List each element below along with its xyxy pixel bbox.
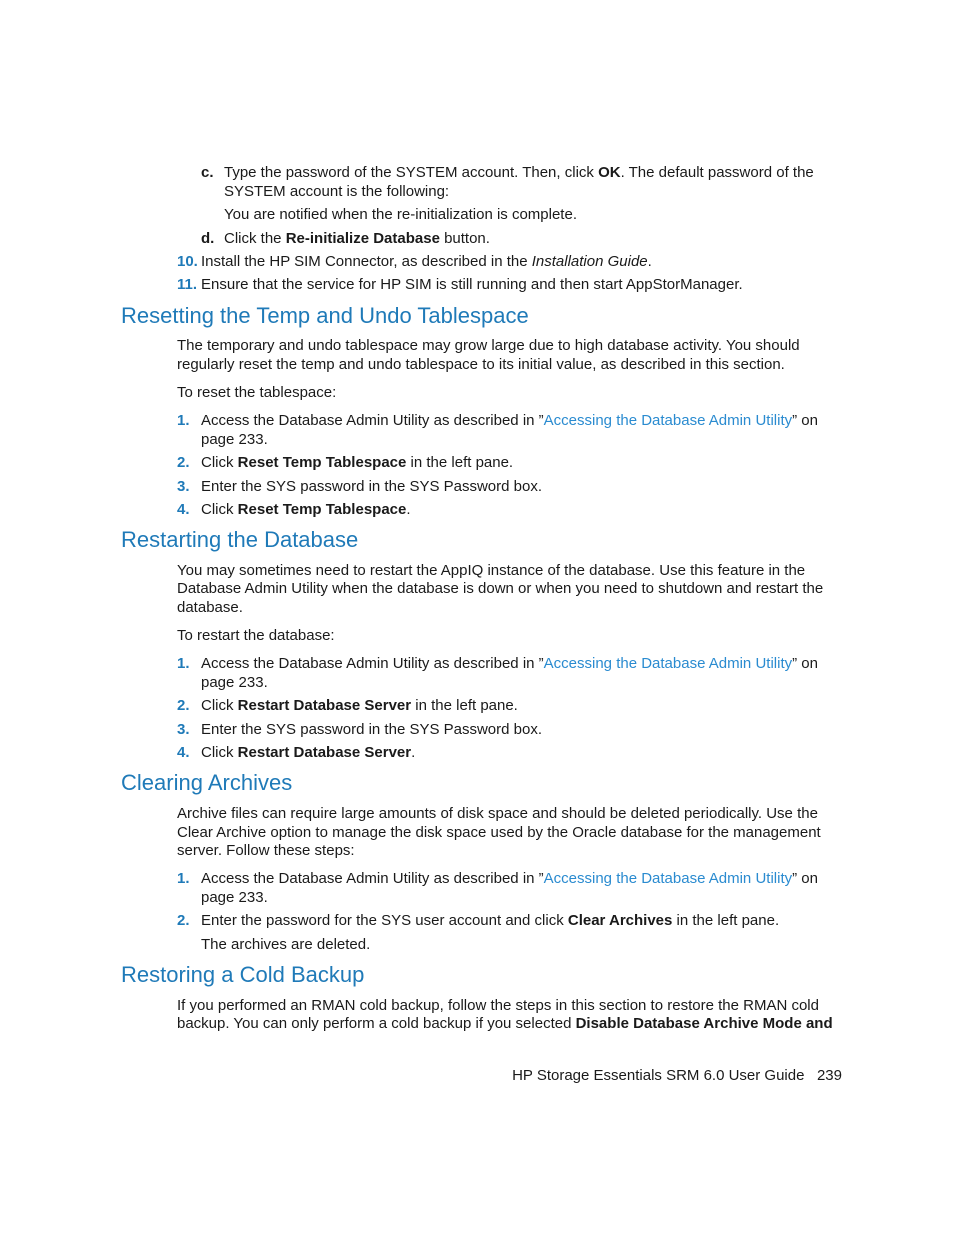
restart-step-4-marker: 4. <box>177 744 190 761</box>
reset-temp-step-4-marker: 4. <box>177 501 190 518</box>
restart-step-1-marker: 1. <box>177 655 190 672</box>
link-accessing-db-admin-utility[interactable]: Accessing the Database Admin Utility <box>543 655 793 672</box>
reset-temp-intro: To reset the tablespace: <box>177 384 337 401</box>
archives-para-1: Archive files can require large amounts of disk space and should be deleted periodically. Use the <box>177 805 818 822</box>
reset-temp-para-1: The temporary and undo tablespace may grow large due to high database activity. You should <box>177 337 800 354</box>
step-c-line2: SYSTEM account is the following: <box>224 183 450 200</box>
restart-step-2-marker: 2. <box>177 697 190 714</box>
step-c-marker: c. <box>201 164 214 181</box>
link-accessing-db-admin-utility[interactable]: Accessing the Database Admin Utility <box>543 870 793 887</box>
reset-temp-step-4: Click Reset Temp Tablespace. <box>201 501 411 518</box>
restart-para-1: You may sometimes need to restart the AppIQ instance of the database. Use this feature in the <box>177 562 806 579</box>
restart-intro: To restart the database: <box>177 627 335 644</box>
archives-step-1: Access the Database Admin Utility as described in ”Accessing the Database Admin Utility” on <box>201 870 818 887</box>
step-d-marker: d. <box>201 230 215 247</box>
reset-temp-para-2: regularly reset the temp and undo tablespace to its initial value, as described in this section. <box>177 356 785 373</box>
restart-step-3: Enter the SYS password in the SYS Password box. <box>201 721 543 738</box>
link-accessing-db-admin-utility[interactable]: Accessing the Database Admin Utility <box>543 412 793 429</box>
archives-step-2-note: The archives are deleted. <box>201 936 371 953</box>
restart-step-4: Click Restart Database Server. <box>201 744 416 761</box>
restart-step-1: Access the Database Admin Utility as described in ”Accessing the Database Admin Utility” on <box>201 655 818 672</box>
reset-temp-step-1-line2: page 233. <box>201 431 268 448</box>
heading-restart-db: Restarting the Database <box>121 527 359 552</box>
cold-para-1: If you performed an RMAN cold backup, follow the steps in this section to restore the RMAN cold <box>177 997 819 1014</box>
restart-step-1-line2: page 233. <box>201 674 268 691</box>
reset-temp-step-1: Access the Database Admin Utility as described in ”Accessing the Database Admin Utility” on <box>201 412 818 429</box>
restart-step-2: Click Restart Database Server in the left pane. <box>201 697 518 714</box>
reset-temp-step-3: Enter the SYS password in the SYS Password box. <box>201 478 543 495</box>
heading-restoring-cold-backup: Restoring a Cold Backup <box>121 962 365 987</box>
heading-reset-temp: Resetting the Temp and Undo Tablespace <box>121 303 529 328</box>
step-c-note: You are notified when the re-initialization is complete. <box>224 206 577 223</box>
archives-step-2: Enter the password for the SYS user account and click Clear Archives in the left pane. <box>201 912 780 929</box>
restart-step-3-marker: 3. <box>177 721 190 738</box>
restart-para-2: Database Admin Utility when the database is down or when you need to shutdown and restart the <box>177 580 824 597</box>
reset-temp-step-2: Click Reset Temp Tablespace in the left pane. <box>201 454 514 471</box>
reset-temp-step-3-marker: 3. <box>177 478 190 495</box>
reset-temp-step-2-marker: 2. <box>177 454 190 471</box>
reset-temp-step-1-marker: 1. <box>177 412 190 429</box>
step-10-text: Install the HP SIM Connector, as described in the Installation Guide. <box>201 253 652 270</box>
restart-para-3: database. <box>177 599 243 616</box>
archives-para-3: server. Follow these steps: <box>177 842 355 859</box>
archives-step-1-line2: page 233. <box>201 889 268 906</box>
archives-para-2: Clear Archive option to manage the disk space used by the Oracle database for the management <box>177 824 821 841</box>
heading-clearing-archives: Clearing Archives <box>121 770 293 795</box>
step-10-marker: 10. <box>177 253 198 270</box>
page-footer <box>512 1067 842 1084</box>
step-11-marker: 11. <box>177 276 198 293</box>
step-11-text: Ensure that the service for HP SIM is still running and then start AppStorManager. <box>201 276 743 293</box>
cold-para-2: backup. You can only perform a cold backup if you selected Disable Database Archive Mode and <box>177 1015 833 1032</box>
step-d-text: Click the Re-initialize Database button. <box>224 230 490 247</box>
step-c-line1: Type the password of the SYSTEM account. Then, click OK. The default password of the <box>224 164 814 181</box>
page-number: 239 <box>816 1067 842 1084</box>
archives-step-1-marker: 1. <box>177 870 190 887</box>
archives-step-2-marker: 2. <box>177 912 190 929</box>
footer-title: HP Storage Essentials SRM 6.0 User Guide <box>512 1067 805 1084</box>
